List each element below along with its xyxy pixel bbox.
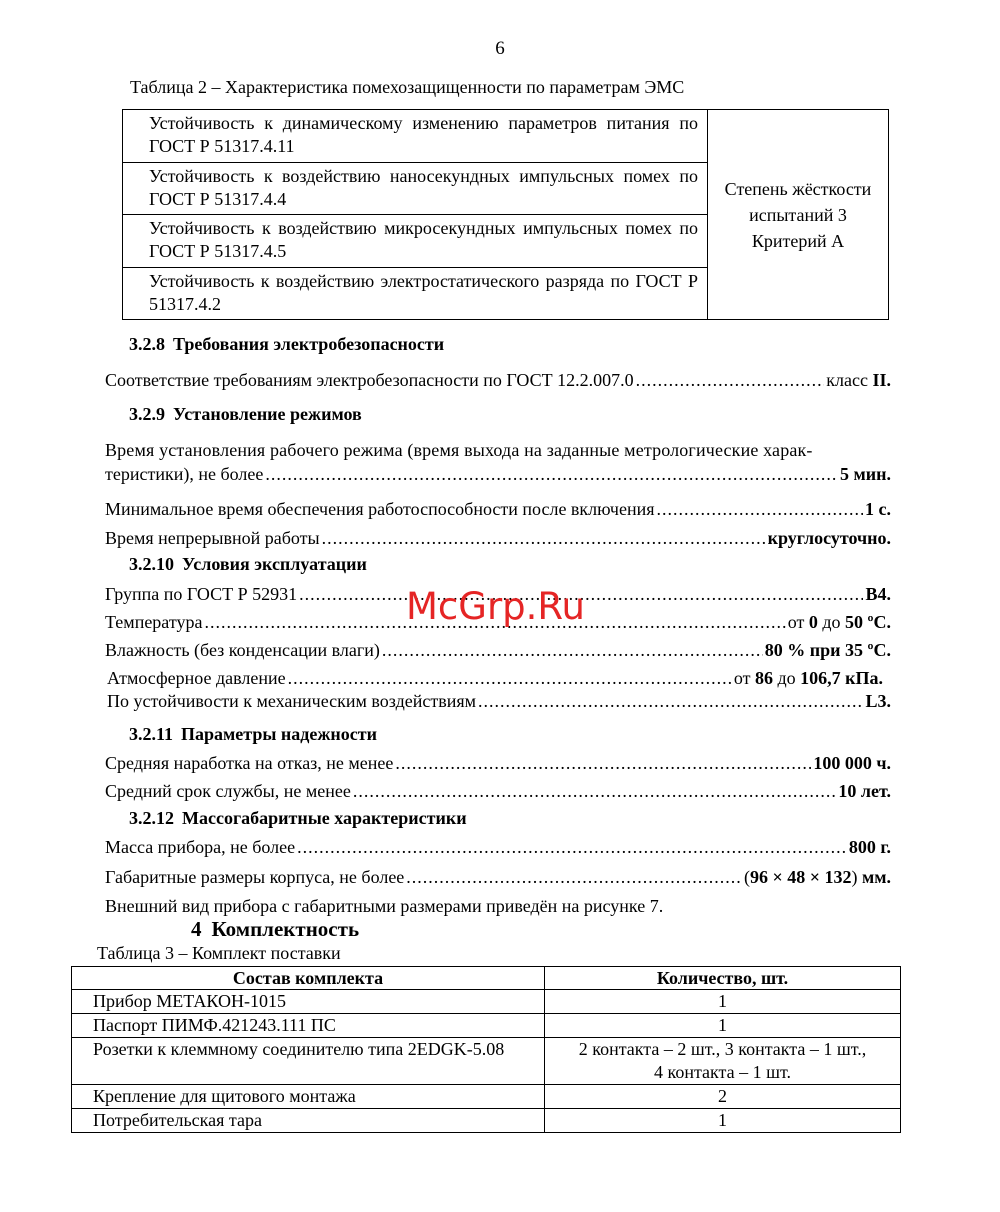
pressure-label: Атмосферное давление: [107, 668, 286, 688]
mass-value: 800 г.: [848, 837, 891, 857]
page-number: 6: [495, 38, 505, 59]
dot-leader: [297, 835, 847, 859]
mtbf-value: 100 000 ч.: [813, 753, 891, 773]
section-number: 4: [191, 917, 202, 941]
pressure-line: [107, 666, 883, 690]
table-row: [72, 1085, 901, 1109]
dot-leader: [395, 751, 811, 775]
dims-numbers: 96 × 48 × 132: [749, 867, 852, 887]
dims-unit: мм.: [861, 867, 891, 887]
criteria-line-3: Критерий А: [751, 230, 845, 251]
continuous-work-label: Время непрерывной работы: [105, 528, 320, 548]
dot-leader: [322, 526, 766, 550]
item-qty: 2: [545, 1085, 901, 1109]
min-time-line: [105, 497, 891, 521]
press-from: 86: [754, 668, 773, 688]
dimensions-label: Габаритные размеры корпуса, не более: [105, 867, 405, 887]
press-to: 106,7 кПа.: [800, 668, 883, 688]
continuous-work-line: [105, 526, 891, 550]
class-word: класс: [826, 370, 873, 390]
emc-criteria-cell: [708, 110, 889, 320]
temp-from: 0: [808, 612, 818, 632]
item-name: Розетки к клеммному соединителю типа 2EDGK-5.08: [72, 1038, 545, 1085]
gost-group-value: В4.: [865, 584, 891, 604]
mechanical-label: По устойчивости к механическим воздействиям: [107, 691, 476, 711]
dot-leader: [406, 865, 742, 889]
section-number: 3.2.10: [129, 554, 174, 574]
table-row: [72, 1109, 901, 1133]
warmup-line-1: Время установления рабочего режима (время выхода на заданные метрологические харак-: [105, 440, 813, 460]
table2-caption: Таблица 2 – Характеристика помехозащищенности по параметрам ЭМС: [130, 77, 685, 97]
mtbf-label: Средняя наработка на отказ, не менее: [105, 753, 394, 773]
paren-close: ): [851, 867, 862, 887]
section-heading-3-2-9: [129, 404, 362, 425]
watermark-text: McGrp.Ru: [406, 585, 585, 628]
section-title: Массогабаритные характеристики: [182, 808, 467, 828]
electrical-safety-label: Соответствие требованиям электробезопасности по ГОСТ 12.2.007.0: [105, 370, 634, 390]
from-word: от: [787, 612, 809, 632]
mechanical-value: L3.: [865, 691, 891, 711]
item-qty: 1: [545, 990, 901, 1014]
mtbf-line: [105, 751, 891, 775]
humidity-label: Влажность (без конденсации влаги): [105, 640, 380, 660]
section-title: Установление режимов: [173, 404, 362, 424]
section-heading-4: [191, 917, 359, 942]
humidity-line: [105, 638, 891, 662]
section-heading-3-2-11: [129, 724, 377, 745]
warmup-line-2: [105, 462, 891, 486]
service-life-value: 10 лет.: [838, 781, 891, 801]
criteria-line-1: Степень жёсткости: [724, 178, 872, 199]
dot-leader: [353, 779, 837, 803]
to-word: до: [817, 612, 846, 632]
temperature-label: Температура: [105, 612, 203, 632]
table-row: [72, 1014, 901, 1038]
dimensions-value: [744, 865, 891, 889]
dot-leader: [478, 689, 863, 713]
dot-leader: [288, 666, 732, 690]
warmup-label: теристики), не более: [105, 464, 264, 484]
mass-label: Масса прибора, не более: [105, 837, 296, 857]
electrical-safety-line: [105, 368, 891, 392]
criteria-line-2: испытаний 3: [749, 204, 847, 225]
col-header-items: Состав комплекта: [72, 967, 545, 990]
humidity-value: 80 % при 35 ºС.: [764, 640, 891, 660]
item-name: Крепление для щитового монтажа: [72, 1085, 545, 1109]
item-qty: 1: [545, 1109, 901, 1133]
dot-leader: [265, 462, 838, 486]
min-time-label: Минимальное время обеспечения работоспособности после включения: [105, 499, 655, 519]
section-number: 3.2.12: [129, 808, 174, 828]
emc-row-1: Устойчивость к динамическому изменению параметров питания по ГОСТ Р 51317.4.11: [123, 110, 708, 163]
class-value: II.: [872, 370, 891, 390]
service-life-label: Средний срок службы, не менее: [105, 781, 351, 801]
service-life-line: [105, 779, 891, 803]
qty-line-2: 4 контакта – 1 шт.: [654, 1062, 791, 1082]
table-row: [72, 1038, 901, 1085]
section-title: Условия эксплуатации: [182, 554, 367, 574]
continuous-work-value: круглосуточно.: [767, 528, 891, 548]
mass-line: [105, 835, 891, 859]
table-row: [72, 990, 901, 1014]
item-name: Прибор МЕТАКОН-1015: [72, 990, 545, 1014]
emc-table: [122, 109, 889, 320]
qty-line-1: 2 контакта – 2 шт., 3 контакта – 1 шт.,: [578, 1039, 867, 1059]
delivery-set-table: [71, 966, 901, 1133]
temp-to: 50 ºС.: [845, 612, 891, 632]
appearance-note: Внешний вид прибора с габаритными размерами приведён на рисунке 7.: [105, 896, 664, 916]
section-number: 3.2.11: [129, 724, 174, 744]
section-number: 3.2.8: [129, 334, 165, 354]
dot-leader: [636, 368, 825, 392]
section-title: Требования электробезопасности: [173, 334, 445, 354]
electrical-safety-value: [826, 368, 891, 392]
section-title: Параметры надежности: [181, 724, 377, 744]
section-heading-3-2-12: [129, 808, 467, 829]
item-name: Потребительская тара: [72, 1109, 545, 1133]
col-header-quantity: Количество, шт.: [545, 967, 901, 990]
emc-row-2: Устойчивость к воздействию наносекундных импульсных помех по ГОСТ Р 51317.4.4: [123, 162, 708, 215]
section-title: Комплектность: [211, 917, 360, 941]
item-qty: 1: [545, 1014, 901, 1038]
item-qty: [545, 1038, 901, 1085]
emc-row-3: Устойчивость к воздействию микросекундных импульсных помех по ГОСТ Р 51317.4.5: [123, 215, 708, 268]
min-time-value: 1 с.: [865, 499, 891, 519]
dot-leader: [382, 638, 763, 662]
to-word: до: [772, 668, 801, 688]
mechanical-line: [107, 689, 891, 713]
dimensions-line: [105, 865, 891, 889]
section-heading-3-2-8: [129, 334, 444, 355]
from-word: от: [733, 668, 755, 688]
table3-caption: Таблица 3 – Комплект поставки: [97, 943, 341, 963]
paren-open: (: [743, 867, 750, 887]
temperature-value: [788, 610, 891, 634]
pressure-value: [734, 666, 883, 690]
dot-leader: [657, 497, 863, 521]
warmup-value: 5 мин.: [839, 464, 891, 484]
section-number: 3.2.9: [129, 404, 165, 424]
emc-row-4: Устойчивость к воздействию электростатического разряда по ГОСТ Р 51317.4.2: [123, 267, 708, 320]
item-name: Паспорт ПИМФ.421243.111 ПС: [72, 1014, 545, 1038]
section-heading-3-2-10: [129, 554, 367, 575]
gost-group-label: Группа по ГОСТ Р 52931: [105, 584, 298, 604]
